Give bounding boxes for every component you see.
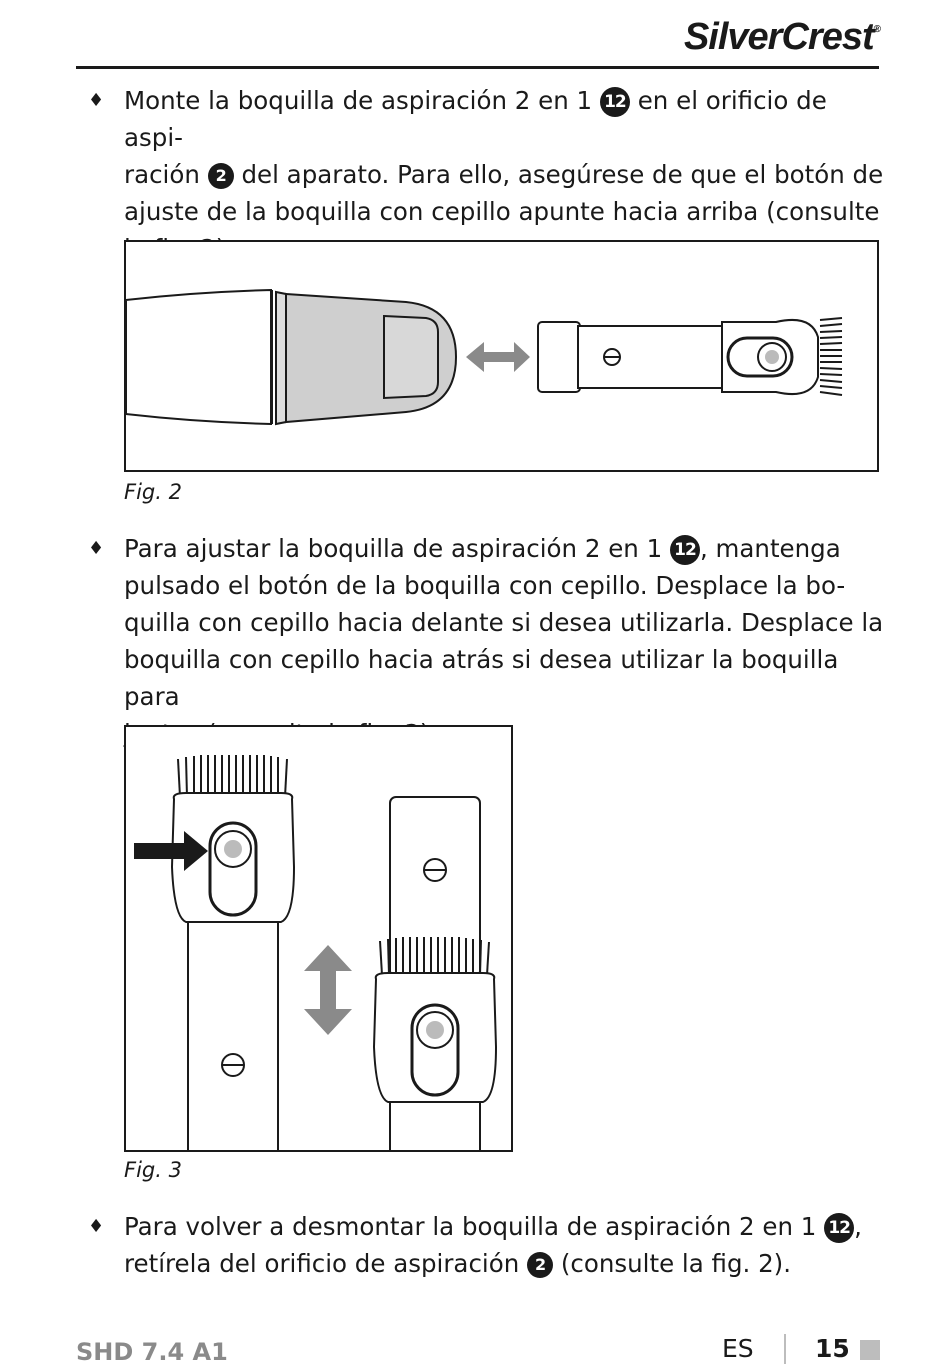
language-code: ES bbox=[722, 1334, 754, 1363]
nozzle-adjust-drawing bbox=[126, 727, 511, 1150]
text-line: quilla con cepillo hacia delante si desea utilizarla. Desplace la bbox=[124, 608, 884, 637]
text-line: pulsado el botón de la boquilla con cepillo. Desplace la bo- bbox=[124, 571, 846, 600]
text-line: Monte la boquilla de aspiración 2 en 1 12 en el orificio de aspi- bbox=[124, 86, 827, 152]
figure-2-caption: Fig. 2 bbox=[124, 480, 182, 504]
part-number-badge: 2 bbox=[208, 163, 234, 189]
part-number-badge: 12 bbox=[824, 1213, 854, 1243]
text-line: retírela del orificio de aspiración 2 (consulte la fig. 2). bbox=[124, 1249, 792, 1278]
page-marker-square bbox=[860, 1340, 880, 1360]
part-number-badge: 2 bbox=[527, 1252, 553, 1278]
text-line: boquilla con cepillo hacia atrás si desea utilizar la boquilla para bbox=[124, 645, 839, 711]
figure-2-illustration bbox=[124, 240, 879, 472]
instruction-step-3 bbox=[124, 1208, 884, 1282]
bullet-icon: ♦ bbox=[88, 90, 105, 111]
bullet-icon: ♦ bbox=[88, 1216, 105, 1237]
instruction-step-2 bbox=[124, 530, 884, 752]
page-number: 15 bbox=[815, 1334, 850, 1363]
brand-logo: SilverCrest® bbox=[683, 16, 880, 58]
model-number: SHD 7.4 A1 bbox=[76, 1338, 228, 1366]
text-line: ración 2 del aparato. Para ello, asegúrese de que el botón de bbox=[124, 160, 884, 189]
text-line: Para volver a desmontar la boquilla de aspiración 2 en 1 12 , bbox=[124, 1212, 862, 1241]
figure-3-illustration bbox=[124, 725, 513, 1152]
footer-divider bbox=[784, 1334, 786, 1364]
text-line: ajuste de la boquilla con cepillo apunte hacia arriba (consulte bbox=[124, 197, 880, 226]
bullet-icon: ♦ bbox=[88, 538, 105, 559]
nozzle-attach-drawing bbox=[126, 242, 877, 470]
part-number-badge: 12 bbox=[670, 535, 700, 565]
figure-3-caption: Fig. 3 bbox=[124, 1158, 182, 1182]
header-rule bbox=[76, 66, 879, 69]
text-line: Para ajustar la boquilla de aspiración 2 en 1 12 , mantenga bbox=[124, 534, 841, 563]
part-number-badge: 12 bbox=[600, 87, 630, 117]
